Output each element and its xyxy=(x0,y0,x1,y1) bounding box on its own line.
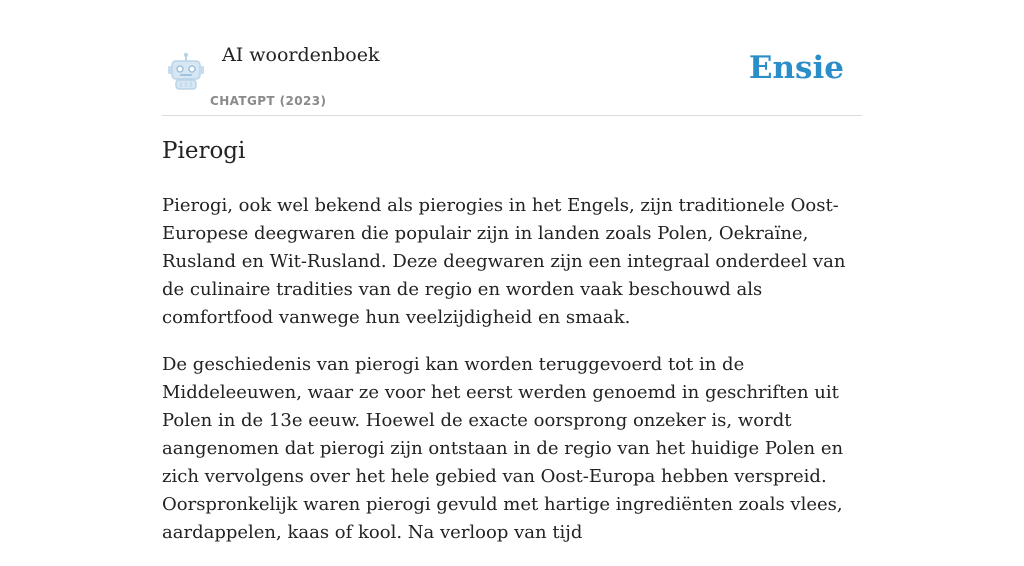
paragraph: Pierogi, ook wel bekend als pierogies in het Engels, zijn traditionele Oost-Europese deegwaren die populair zijn in landen zoals Polen, Oekraïne, Rusland en Wit-Rusland. Deze deegwaren zijn een integraal onderdeel van de culinaire tradities van de regio en worden vaak beschouwd als comfortfood vanwege hun veelzijdigheid en smaak. xyxy=(162,195,846,328)
article-body xyxy=(162,192,862,566)
site-title[interactable]: AI woordenboek xyxy=(222,44,380,66)
robot-icon xyxy=(166,52,206,90)
source-label: CHATGPT (2023) xyxy=(210,94,327,108)
paragraph: De geschiedenis van pierogi kan worden teruggevoerd tot in de Middeleeuwen, waar ze voor het eerst werden genoemd in geschriften uit Polen in de 13e eeuw. Hoewel de exacte oorsprong onzeker is, wordt aangenomen dat pierogi zijn ontstaan in de regio van het huidige Polen en zich vervolgens over het hele gebied van Oost-Europa hebben verspreid. Oorspronkelijk waren pierogi gevuld met hartige ingrediënten zoals vlees, aardappelen, kaas of kool. Na verloop van tijd xyxy=(162,354,844,543)
term-title: Pierogi xyxy=(162,138,246,164)
header xyxy=(162,0,862,116)
brand-logo[interactable]: Ensie xyxy=(748,50,844,86)
